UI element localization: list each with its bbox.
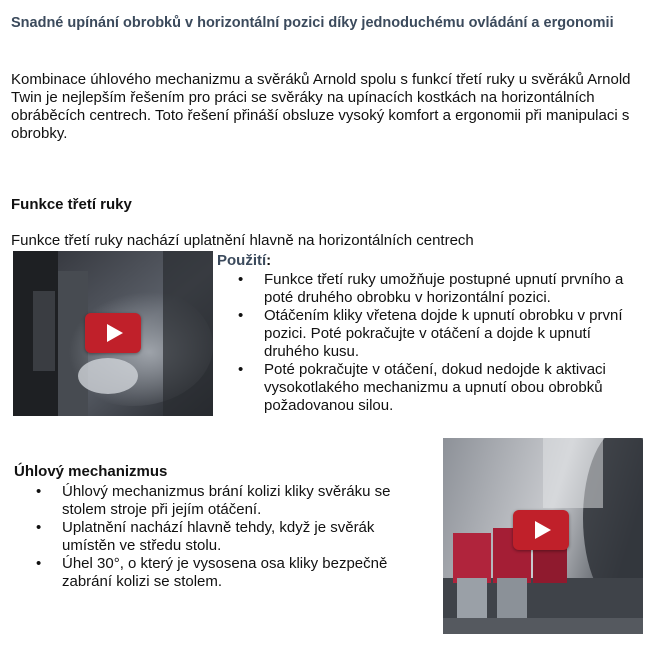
play-icon[interactable] [85,313,141,353]
intro-paragraph: Kombinace úhlového mechanizmu a svěráků Arnold spolu s funkcí třetí ruky u svěráků Arnold Twin je nejlepším řešením pro práci se svěráky na upínacích kostkách na horizontálních obráběcích centrech. Toto řešení přináší obsluze vysoký komfort a ergonomii při manipulaci s obrobky. [11,71,631,142]
angular-title: Úhlový mechanizmus [14,463,168,480]
video-angular-mechanism[interactable] [443,438,643,634]
list-item: • Otáčením kliky vřetena dojde k upnutí obrobku v první pozici. Poté pokračujte v otáčení a dojde k upnutí druhého kusu. [264,307,646,361]
list-item: • Poté pokračujte v otáčení, dokud nedojde k aktivaci vysokotlakého mechanizmu a upnutí obou obrobků požadovanou silou. [264,361,646,415]
usage-label: Použití [217,252,267,269]
list-item: • Úhlový mechanizmus brání kolizi kliky svěráku se stolem stroje při jejím otáčení. [62,483,424,519]
play-icon[interactable] [513,510,569,550]
angular-bullet-list [62,483,424,591]
video-third-hand[interactable] [13,251,213,416]
third-hand-bullet-list [264,271,646,415]
usage-heading [217,252,271,270]
list-item: • Úhel 30°, o který je vysosena osa kliky bezpečně zabrání kolizi se stolem. [62,555,424,591]
usage-colon: : [266,252,272,269]
third-hand-title: Funkce třetí ruky [11,196,132,213]
third-hand-description: Funkce třetí ruky nachází uplatnění hlavně na horizontálních centrech [11,232,474,249]
list-item: • Uplatnění nachází hlavně tehdy, když je svěrák umístěn ve středu stolu. [62,519,424,555]
list-item: • Funkce třetí ruky umožňuje postupné upnutí prvního a poté druhého obrobku v horizontální pozici. [264,271,646,307]
page-title: Snadné upínání obrobků v horizontální pozici díky jednoduchému ovládání a ergonomii [11,15,614,31]
